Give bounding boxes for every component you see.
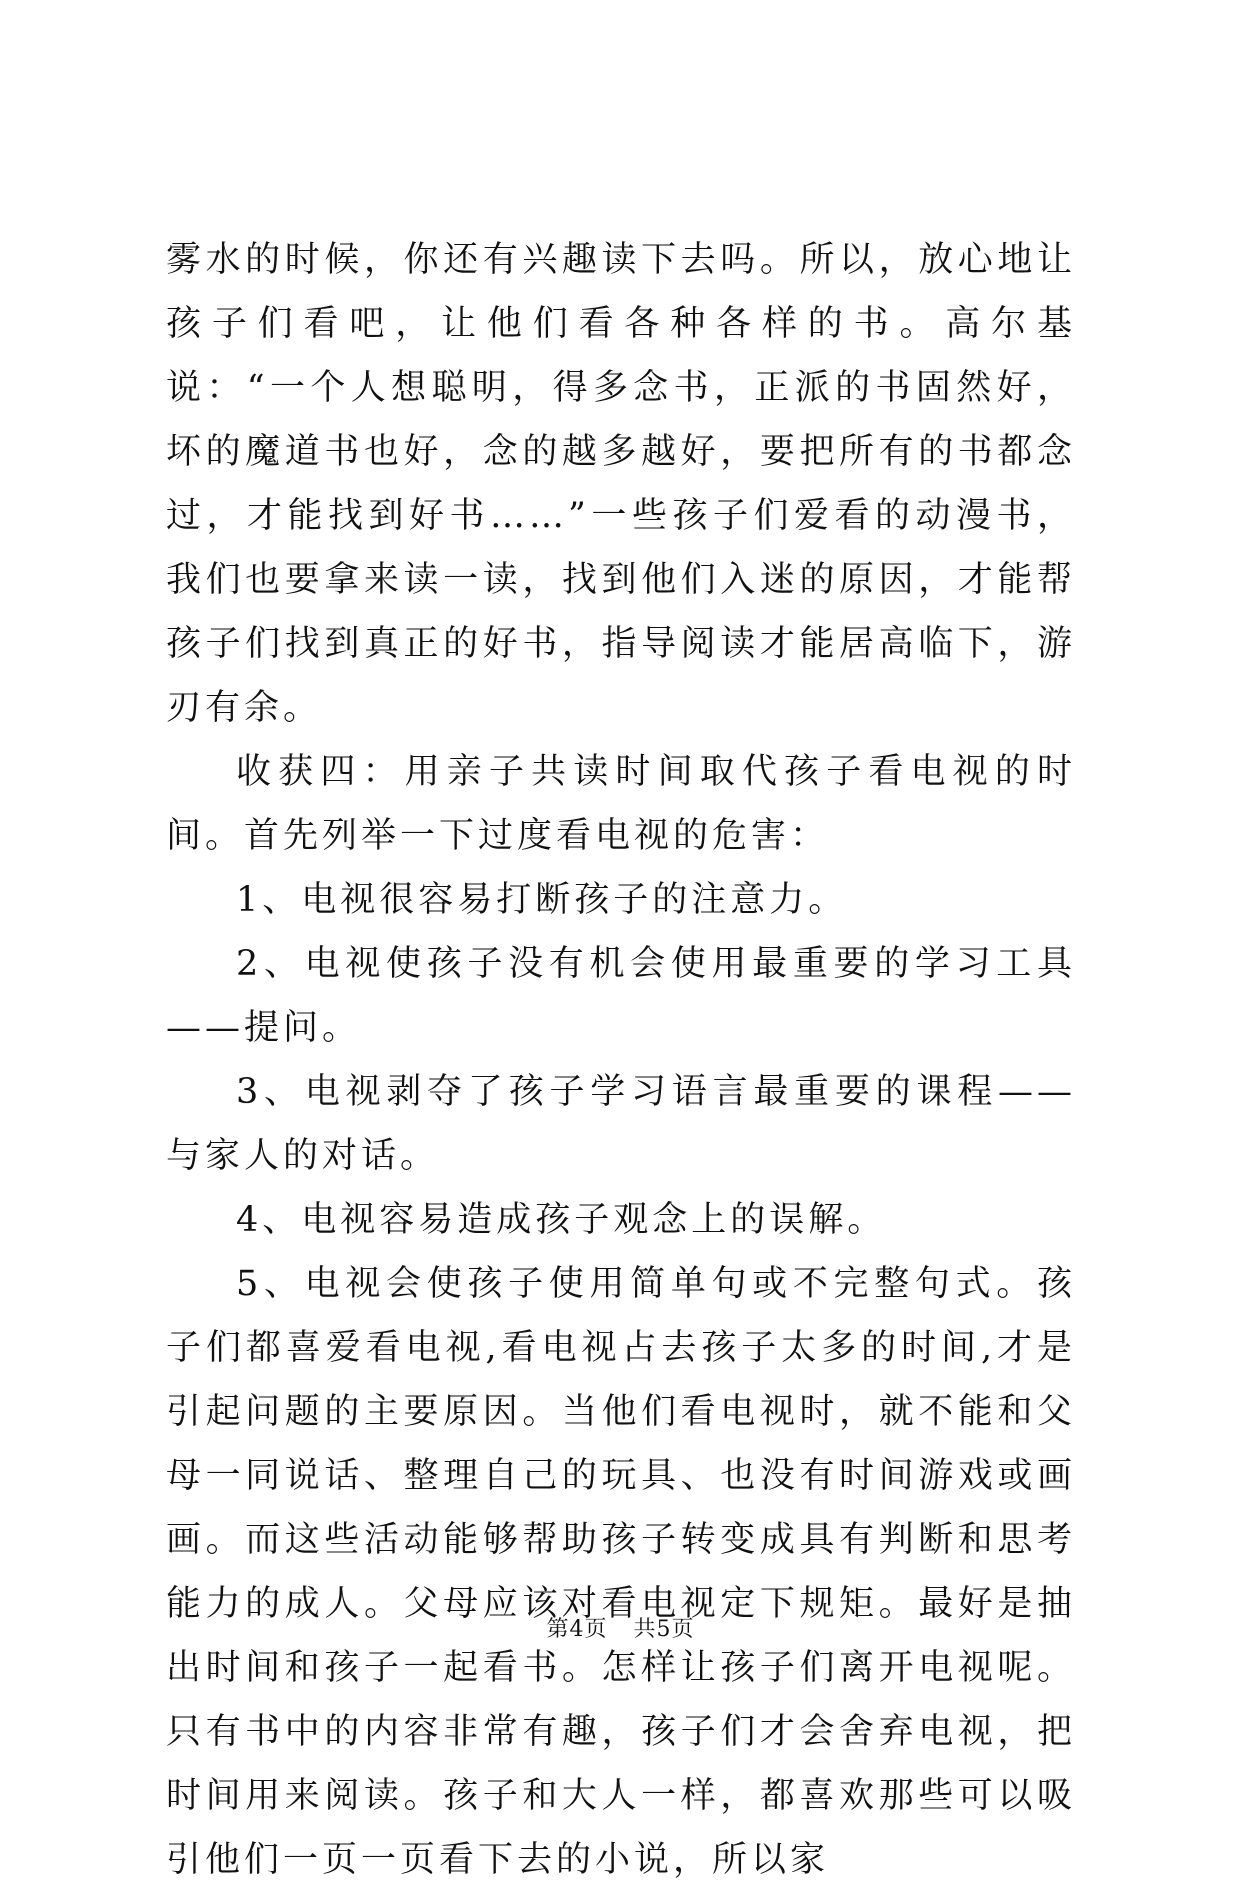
list-item-5: 5、电视会使孩子使用简单句或不完整句式。孩子们都喜爱看电视,看电视占去孩子太多的时间,才是引起问题的主要原因。当他们看电视时，就不能和父母一同说话、整理自己的玩具、也没有时间游戏或画画。而这些活动能够帮助孩子转变成具有判断和思考能力的成人。父母应该对看电视定下规矩。最好是抽出时间和孩子一起看书。怎样让孩子们离开电视呢。只有书中的内容非常有趣，孩子们才会舍弃电视，把时间用来阅读。孩子和大人一样，都喜欢那些可以吸引他们一页一页看下去的小说，所以家 — [166, 1264, 1076, 1880]
list-item-4: 4、电视容易造成孩子观念上的误解。 — [236, 1200, 887, 1240]
list-item-1: 1、电视很容易打断孩子的注意力。 — [236, 880, 848, 920]
page-number: 第4页 — [546, 1617, 608, 1642]
page-footer — [0, 1612, 1241, 1643]
list-item-3: 3、电视剥夺了孩子学习语言最重要的课程——与家人的对话。 — [166, 1072, 1076, 1176]
page-total: 共5页 — [633, 1617, 695, 1642]
paragraph-continuation: 雾水的时候，你还有兴趣读下去吗。所以，放心地让孩子们看吧，让他们看各种各样的书。高尔基说：“一个人想聪明，得多念书，正派的书固然好，坏的魔道书也好，念的越多越好，要把所有的书都念过，才能找到好书……”一些孩子们爱看的动漫书，我们也要拿来读一读，找到他们入迷的原因，才能帮孩子们找到真正的好书，指导阅读才能居高临下，游刃有余。 — [166, 240, 1076, 728]
list-item-2: 2、电视使孩子没有机会使用最重要的学习工具——提问。 — [166, 944, 1076, 1048]
paragraph-harvest-four: 收获四：用亲子共读时间取代孩子看电视的时间。首先列举一下过度看电视的危害： — [166, 752, 1076, 856]
